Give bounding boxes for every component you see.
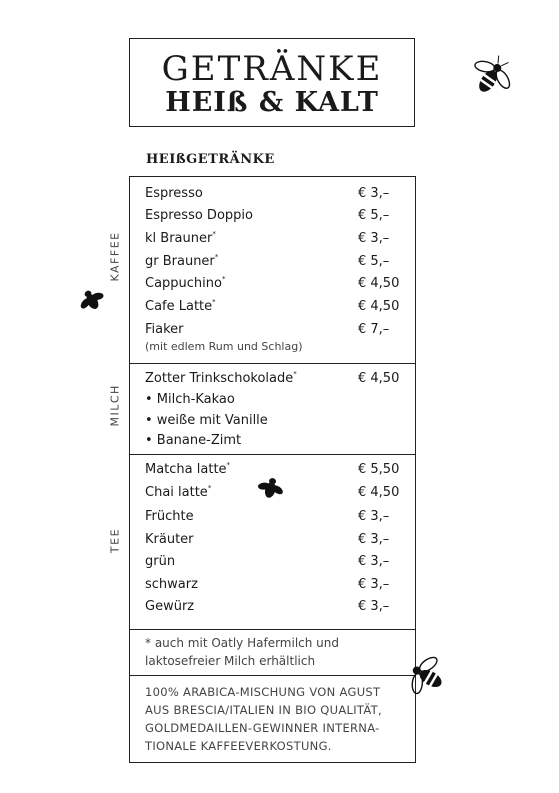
price-chai-latte: € 4,50 <box>358 485 400 500</box>
footnote-line-2: laktosefreier Milch erhältlich <box>145 654 316 668</box>
blend-line-2: AUS BRESCIA/ITALIEN IN BIO QUALITÄT, <box>145 703 382 717</box>
item-fiaker: Fiaker <box>145 322 184 337</box>
fly-icon <box>256 472 286 502</box>
asterisk-mark: * <box>221 275 226 283</box>
milch-block <box>130 363 415 455</box>
item-kraeuter: Kräuter <box>145 532 194 547</box>
blend-block <box>130 675 415 762</box>
bee-icon <box>466 52 516 102</box>
section-heading: HEIßGETRÄNKE <box>146 152 275 167</box>
blend-line-4: TIONALE KAFFEEVERKOSTUNG. <box>145 739 332 753</box>
footnote-line-1: * auch mit Oatly Hafermilch und <box>145 636 339 650</box>
item-gr-brauner: gr Brauner* <box>145 253 219 269</box>
fly-icon <box>76 284 106 314</box>
price-espresso: € 3,– <box>358 186 390 201</box>
footnote-block <box>130 629 415 676</box>
price-cappuchino: € 4,50 <box>358 276 400 291</box>
option-banane-zimt: • Banane-Zimt <box>145 433 242 448</box>
item-gewuerz: Gewürz <box>145 599 195 614</box>
asterisk-mark: * <box>293 370 297 378</box>
asterisk-mark: * <box>226 461 231 469</box>
price-schwarz: € 3,– <box>358 577 390 592</box>
category-label-kaffee: KAFFEE <box>108 231 122 282</box>
asterisk-mark: * <box>207 484 212 492</box>
price-kraeuter: € 3,– <box>358 532 390 547</box>
item-cafe-latte: Cafe Latte* <box>145 298 216 314</box>
item-matcha-latte: Matcha latte* <box>145 461 231 477</box>
item-chai-latte: Chai latte* <box>145 484 212 500</box>
item-kl-brauner: kl Brauner* <box>145 230 216 246</box>
option-milch-kakao: • Milch-Kakao <box>145 392 235 407</box>
price-cafe-latte: € 4,50 <box>358 299 400 314</box>
price-gruen: € 3,– <box>358 554 390 569</box>
item-gruen: grün <box>145 554 176 569</box>
price-fiaker: € 7,– <box>358 322 390 337</box>
title-line-2: HEIß & KALT <box>165 87 379 118</box>
kaffee-block <box>130 177 415 364</box>
blend-line-3: GOLDMEDAILLEN-GEWINNER INTERNA- <box>145 721 380 735</box>
menu-box <box>129 176 416 763</box>
item-espresso-doppio: Espresso Doppio <box>145 208 253 223</box>
asterisk-mark: * <box>212 298 216 306</box>
price-gr-brauner: € 5,– <box>358 254 390 269</box>
price-gewuerz: € 3,– <box>358 599 390 614</box>
menu-title-box <box>129 38 415 127</box>
item-trinkschokolade: Zotter Trinkschokolade* <box>145 370 297 386</box>
price-kl-brauner: € 3,– <box>358 231 390 246</box>
price-matcha-latte: € 5,50 <box>358 462 400 477</box>
asterisk-mark: * <box>212 230 216 238</box>
blend-line-1: 100% ARABICA-MISCHUNG VON AGUST <box>145 685 381 699</box>
bee-icon <box>402 654 454 700</box>
title-line-1: GETRÄNKE <box>161 49 383 89</box>
item-espresso: Espresso <box>145 186 203 201</box>
item-fruechte: Früchte <box>145 509 194 524</box>
item-schwarz: schwarz <box>145 577 198 592</box>
option-weisse-vanille: • weiße mit Vanille <box>145 413 268 428</box>
asterisk-mark: * <box>214 253 219 261</box>
category-label-tee: TEE <box>108 527 122 554</box>
fiaker-note: (mit edlem Rum und Schlag) <box>145 340 303 353</box>
price-espresso-doppio: € 5,– <box>358 208 390 223</box>
price-trinkschokolade: € 4,50 <box>358 371 400 386</box>
price-fruechte: € 3,– <box>358 509 390 524</box>
category-label-milch: MILCH <box>108 384 122 427</box>
item-cappuchino: Cappuchino* <box>145 275 226 291</box>
